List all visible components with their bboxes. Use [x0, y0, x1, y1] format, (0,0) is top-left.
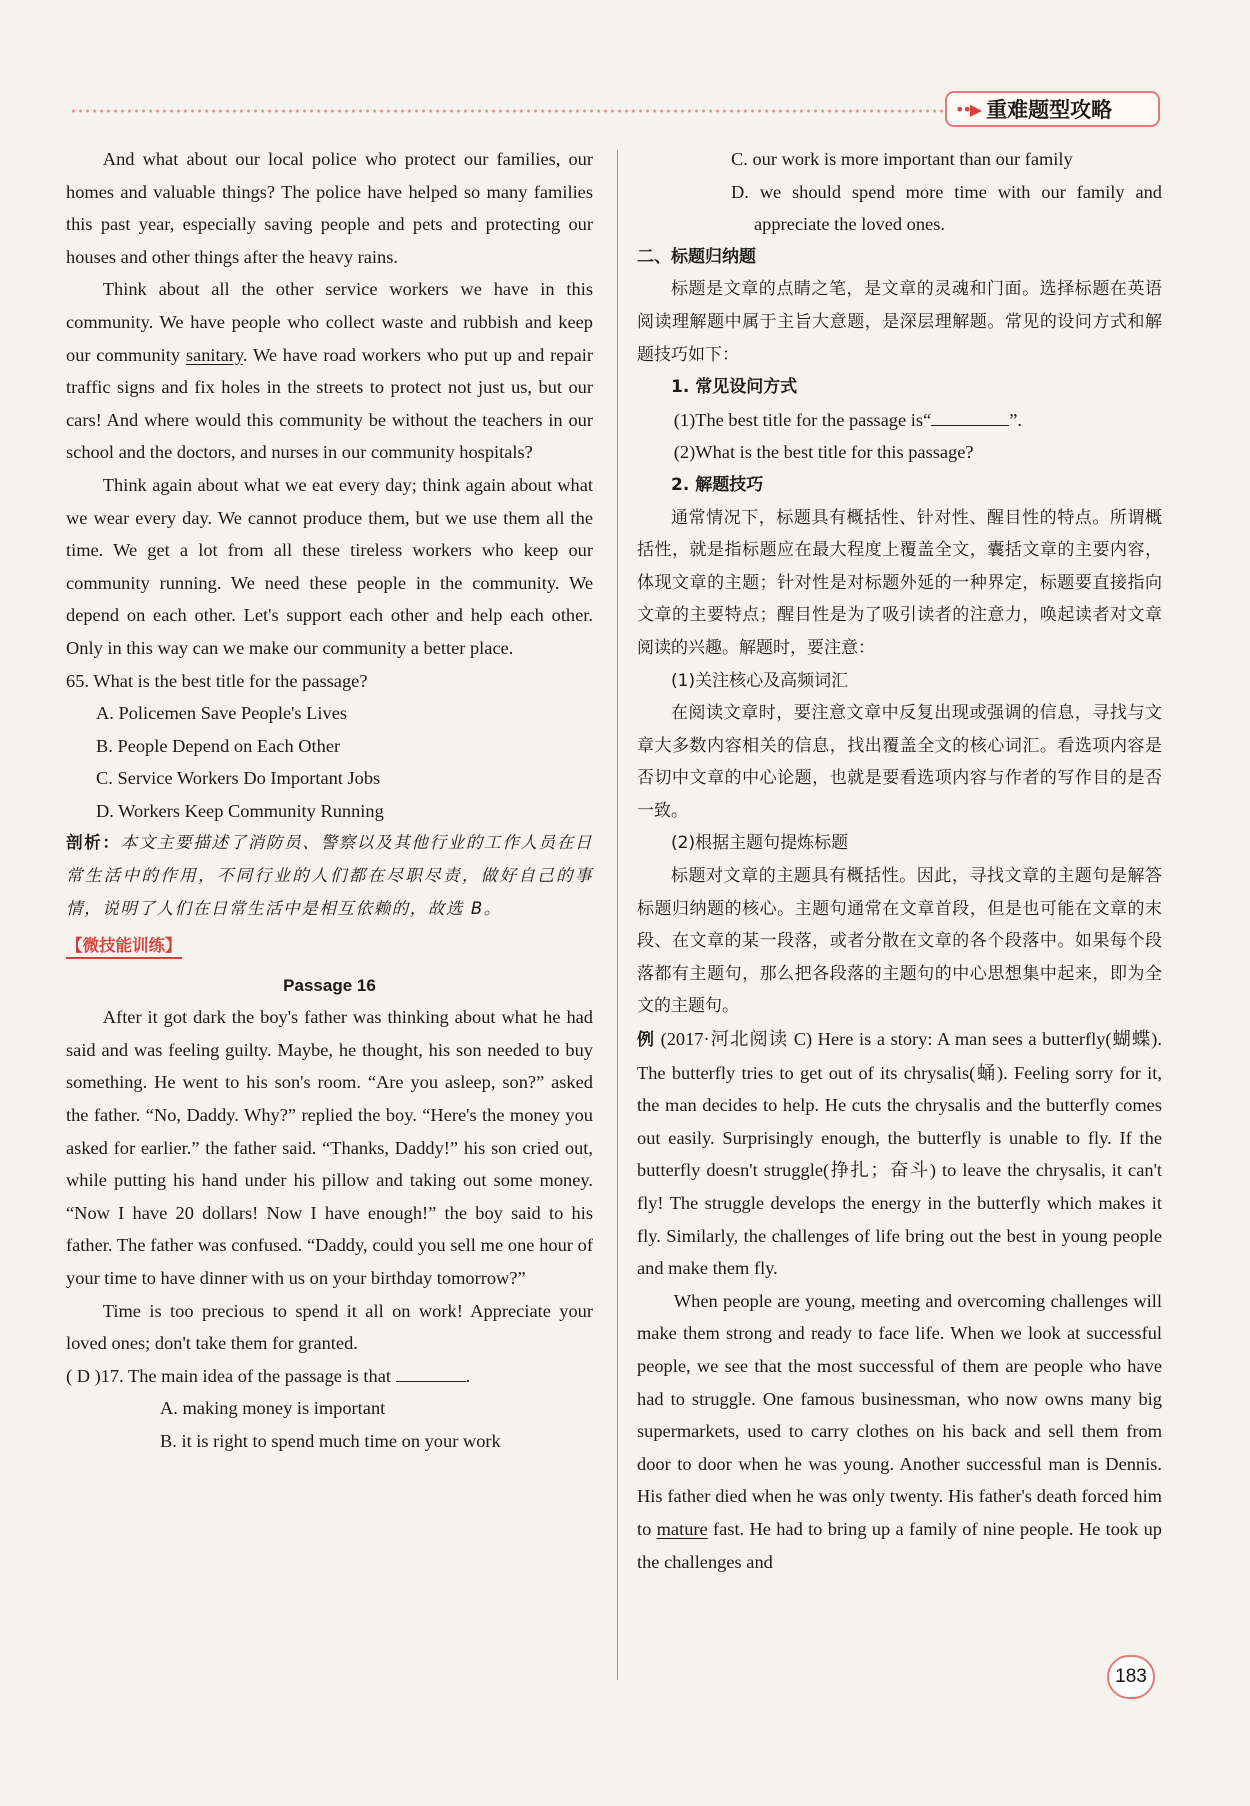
- analysis-label: 剖析：: [66, 833, 121, 853]
- example-paragraph: 例 (2017·河北阅读 C) Here is a story: A man sees a butterfly(蝴蝶). The butterfly tries to get out of its chrysalis(蛹). Feeling sorry for it, the man decides to help. He cuts the chrysalis and the butterfly comes out easily. Surprisingly enough, the butterfly is unable to fly. If the butterfly doesn't struggle(挣扎；奋斗) to leave the chrysalis, it can't fly! The struggle develops the energy in the butterfly which makes it fly. Similarly, the challenges of life bring out the best in young people and make them fly.: [637, 1029, 1163, 1279]
- answer-blank: [396, 1363, 466, 1382]
- training-tag: 【微技能训练】: [66, 935, 182, 959]
- arrow-icon: ••▶: [955, 99, 981, 119]
- tip-2-text: 标题对文章的主题具有概括性。因此，寻找文章的主题句是解答标题归纳题的核心。主题句通常在文章首段，但是也可能在文章的末段、在文章的某一段落，或者分散在文章的各个段落中。如果每个段落都有主题句，那么把各段落的主题句的中心思想集中起来，即为全文的主题句。: [637, 866, 1162, 1017]
- question-65: 65. What is the best title for the passage?: [66, 670, 368, 691]
- q17-option-b: B. it is right to spend much time on your work: [160, 1430, 501, 1451]
- analysis: 剖析：本文主要描述了消防员、警察以及其他行业的工作人员在日常生活中的作用，不同行业的人们都在尽职尽责，做好自己的事情，说明了人们在日常生活中是相互依赖的，故选 B。: [66, 833, 594, 918]
- section-header-tab: [945, 91, 1160, 127]
- passage16-paragraph-2: Time is too precious to spend it all on work! Appreciate your loved ones; don't take them for granted.: [66, 1300, 593, 1354]
- paragraph-young-people: When people are young, meeting and overcoming challenges will make them strong and ready to face life. When we look at successful people, we see that the most successful of them are people who have had to struggle. One famous businessman, who now owns many big supermarkets, used to carry clothes on his back and sell them from door to door when he was young. Another successful man is Dennis. His father died when he was only twenty. His father's death forced him to mature fast. He had to bring up a family of nine people. He took up the challenges and: [637, 1290, 1162, 1572]
- title-blank: [931, 407, 1009, 426]
- paragraph-depend: Think again about what we eat every day; think again about what we wear every day. We cannot produce them, but we use them all the time. We get a lot from all these tireless workers who keep our community running. We need these people in the community. We depend on each other. Let's support each other and help each other. Only in this way can we make our community a better place.: [66, 474, 593, 658]
- section-title: 二、标题归纳题: [637, 246, 756, 267]
- q17-option-d: D. we should spend more time with our family and appreciate the loved ones.: [731, 181, 1162, 235]
- tip-2-title: (2)根据主题句提炼标题: [671, 833, 849, 854]
- tip-1-text: 在阅读文章时，要注意文章中反复出现或强调的信息，寻找与文章大多数内容相关的信息，找出覆盖全文的核心词汇。看选项内容是否切中文章的中心论题，也就是要看选项内容与作者的写作目的是否一致。: [637, 703, 1162, 821]
- underlined-word-mature: mature: [656, 1518, 708, 1539]
- q17-option-c: C. our work is more important than our family: [731, 149, 1073, 169]
- page-number: 183: [1107, 1655, 1155, 1699]
- header-dotted-rule: [70, 109, 945, 113]
- right-column: [637, 143, 1162, 1578]
- example-label: 例: [637, 1030, 655, 1051]
- paragraph-police: And what about our local police who protect our families, our homes and valuable things? The police have helped so many families this past year, especially saving people and pets and protecting our houses and other things after the heavy rains.: [66, 149, 593, 267]
- paragraph-service-workers: Think about all the other service workers we have in this community. We have people who collect waste and rubbish and keep our community sanitary. We have road workers who put up and repair traffic signs and fix holes in the streets to protect not just us, but our cars! And where would this community be without the teachers in our school and the doctors, and nurses in our community hospitals?: [66, 279, 593, 463]
- option-b: B. People Depend on Each Other: [96, 735, 341, 756]
- subheading-ask: 1. 常见设问方式: [671, 377, 798, 398]
- underlined-word: sanitary: [185, 344, 243, 365]
- subheading-tech: 2. 解题技巧: [671, 474, 764, 495]
- tip-1-title: (1)关注核心及高频词汇: [671, 670, 849, 691]
- question-17: ( D )17. The main idea of the passage is that .: [66, 1360, 593, 1393]
- column-divider: [617, 150, 618, 1680]
- section-intro: 标题是文章的点睛之笔，是文章的灵魂和门面。选择标题在英语阅读理解题中属于主旨大意题，是深层理解题。常见的设问方式和解题技巧如下：: [637, 279, 1162, 365]
- q17-option-a: A. making money is important: [160, 1398, 386, 1419]
- ask-form-1: (1)The best title for the passage is“ ”.: [637, 404, 1162, 437]
- option-c: C. Service Workers Do Important Jobs: [96, 768, 381, 789]
- tech-intro: 通常情况下，标题具有概括性、针对性、醒目性的特点。所谓概括性，就是指标题应在最大程度上覆盖全文，囊括文章的主要内容，体现文章的主题；针对性是对标题外延的一种界定，标题要直接指向文章的主要特点；醒目性是为了吸引读者的注意力，唤起读者对文章阅读的兴趣。解题时，要注意：: [637, 507, 1162, 658]
- passage16-paragraph-1: After it got dark the boy's father was thinking about what he had said and was feeling guilty. Maybe, he thought, his son needed to buy something. He went to his son's room. “Are you asleep, son?” asked the father. “No, Daddy. Why?” replied the boy. “Here's the money you asked for earlier.” the father said. “Thanks, Daddy!” his son cried out, while putting his hand under his pillow and taking out some money. “Now I have 20 dollars! Now I have enough!” the boy said to his father. The father was confused. “Daddy, could you sell me one hour of your time to have dinner with us on your birthday tomorrow?”: [66, 1007, 593, 1288]
- passage-title: Passage 16: [283, 976, 376, 996]
- left-column: [66, 143, 593, 1458]
- option-d: D. Workers Keep Community Running: [96, 800, 384, 821]
- section-header-title: 重难题型攻略: [986, 98, 1113, 122]
- option-a: A. Policemen Save People's Lives: [96, 703, 348, 724]
- ask-form-2: (2)What is the best title for this passage?: [673, 442, 974, 463]
